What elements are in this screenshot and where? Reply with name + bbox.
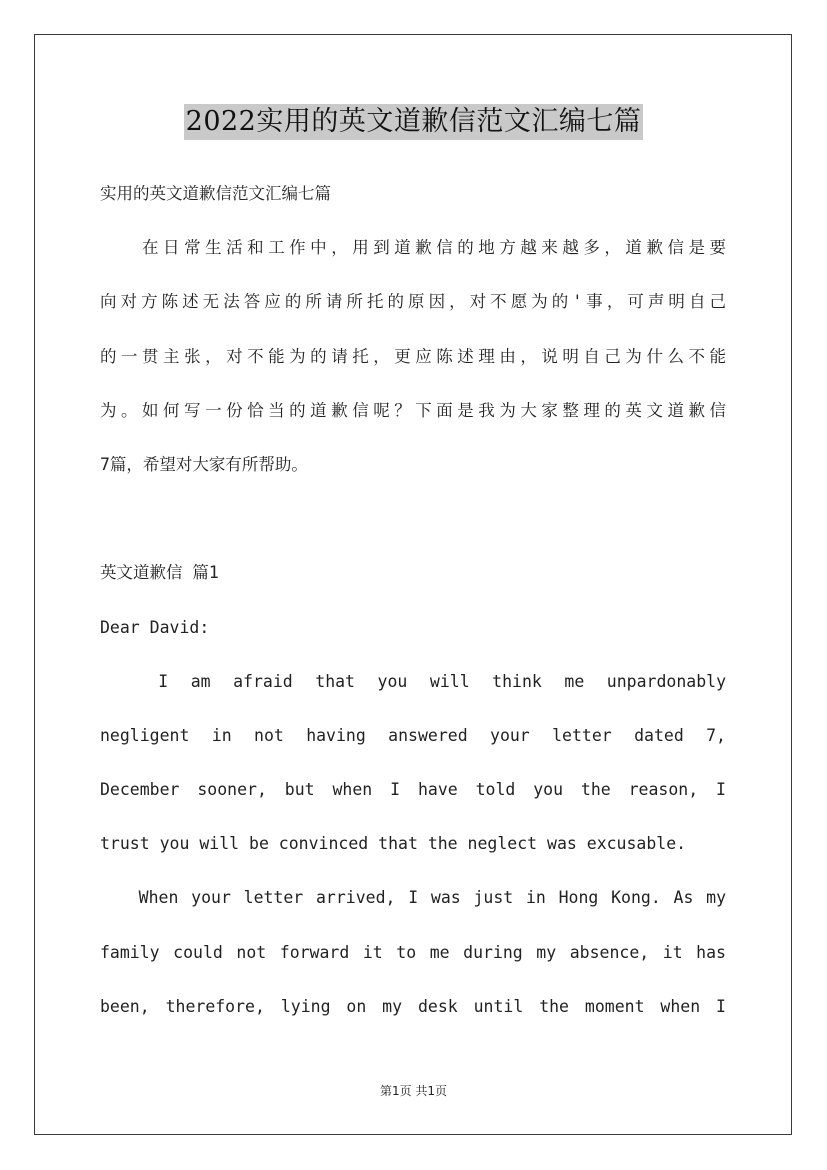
letter-line: family could not forward it to me during my absence, it has — [100, 942, 726, 962]
letter-line: been, therefore, lying on my desk until the moment when I — [100, 996, 726, 1016]
paragraph-line: 的一贯主张，对不能为的请托，更应陈述理由，说明自己为什么不能 — [100, 346, 726, 366]
title-wrap — [0, 104, 827, 140]
paragraph-line: 向对方陈述无法答应的所请所托的原因，对不愿为的'事，可声明自己 — [100, 292, 726, 312]
salutation: Dear David: — [100, 617, 210, 637]
document-body — [100, 176, 726, 1043]
paragraph-line: 7篇，希望对大家有所帮助。 — [100, 454, 308, 474]
page-footer: 第1页 共1页 — [379, 1084, 448, 1098]
document-title: 2022实用的英文道歉信范文汇编七篇 — [184, 104, 644, 140]
paragraph-line: 为。如何写一份恰当的道歉信呢？下面是我为大家整理的英文道歉信 — [100, 400, 726, 420]
paragraph-line: 在日常生活和工作中，用到道歉信的地方越来越多，道歉信是要 — [100, 238, 726, 258]
section-heading: 英文道歉信 篇1 — [100, 563, 219, 583]
letter-line: negligent in not having answered your letter dated 7, — [100, 725, 726, 745]
blank-line — [100, 501, 726, 555]
letter-line: December sooner, but when I have told you the reason, I — [100, 780, 726, 800]
subtitle-line: 实用的英文道歉信范文汇编七篇 — [100, 184, 331, 203]
letter-line: trust you will be convinced that the neglect was excusable. — [100, 834, 687, 854]
letter-line: When your letter arrived, I was just in Hong Kong. As my — [100, 888, 726, 908]
letter-line: I am afraid that you will think me unpardonably — [100, 671, 726, 691]
